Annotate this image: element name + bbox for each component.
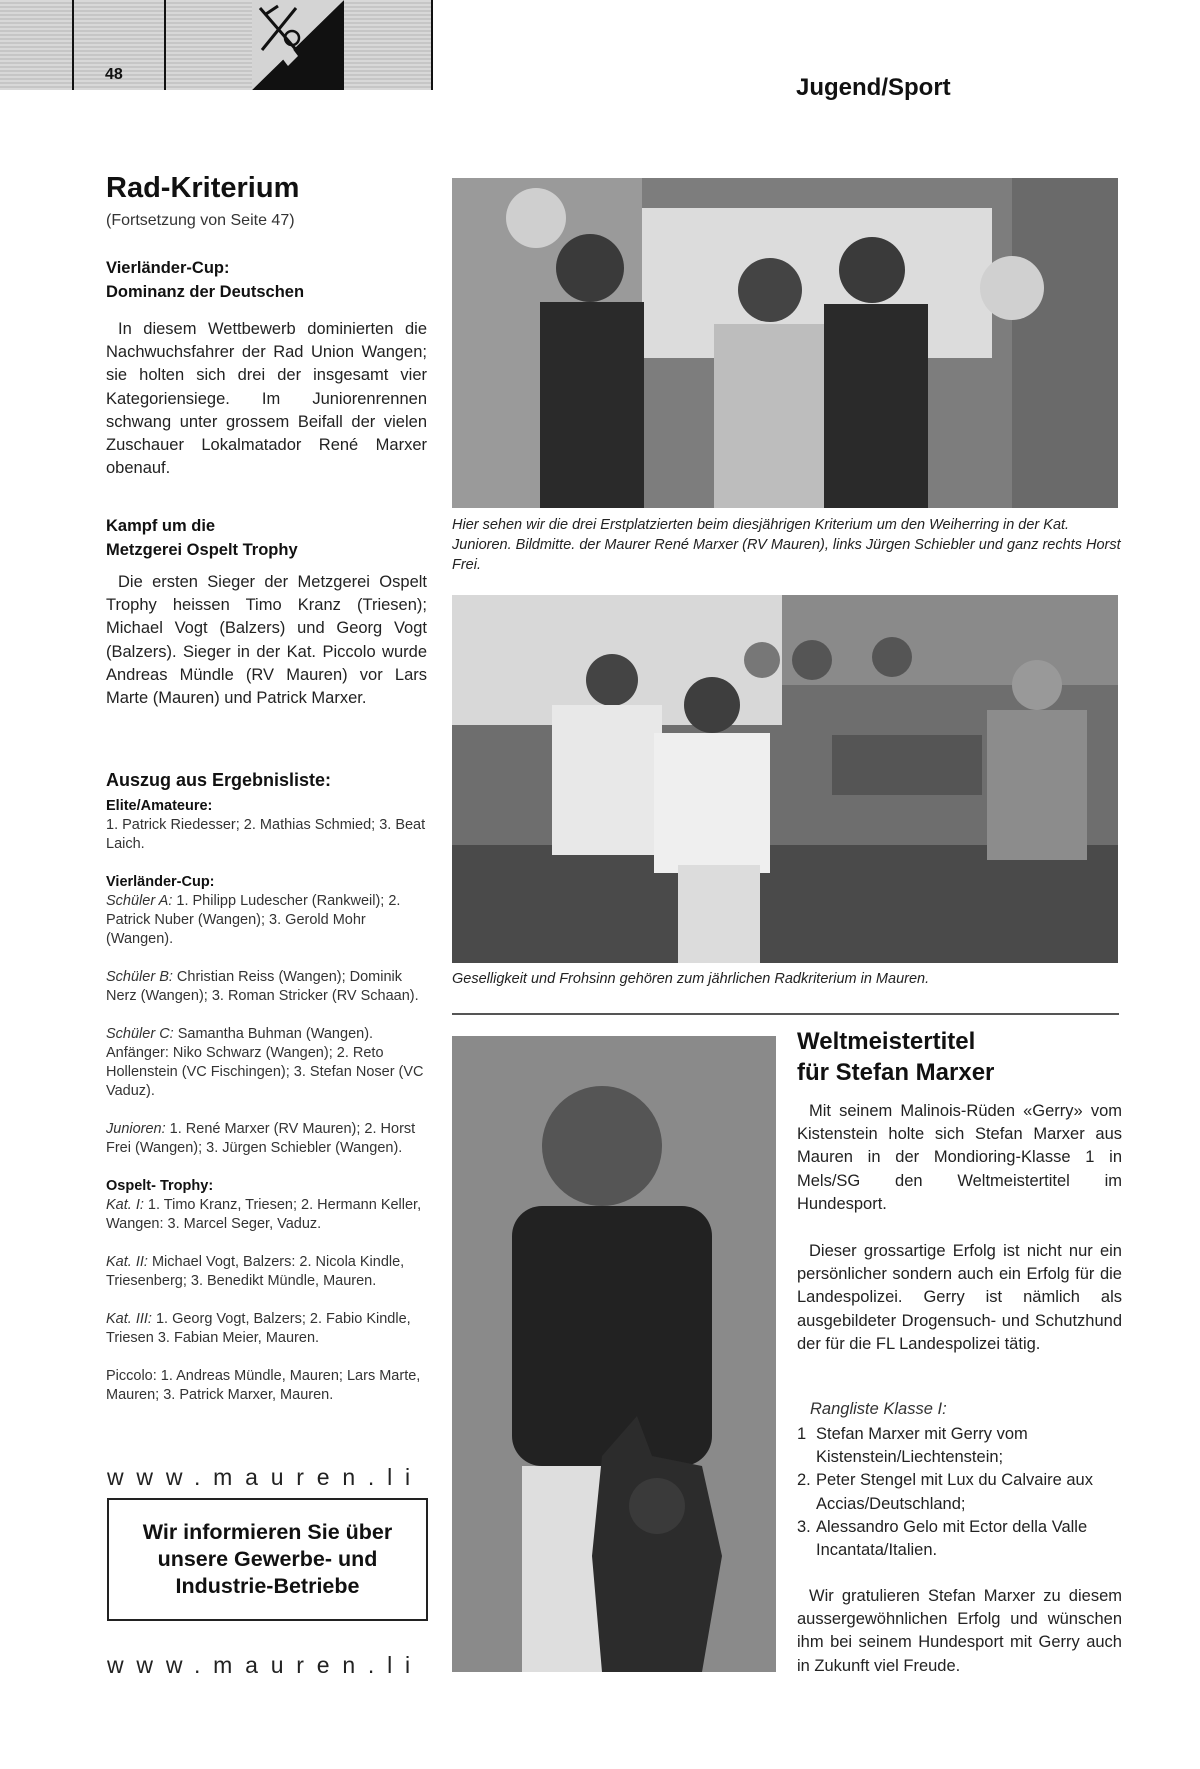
results-title: Auszug aus Ergebnisliste:	[106, 770, 332, 790]
results-list	[106, 770, 428, 1405]
results-entry: Schüler A: 1. Philipp Ludescher (Rankweil); 2. Patrick Nuber (Wangen); 3. Gerold Mohr (Wangen).	[106, 893, 401, 947]
ad-box	[107, 1498, 428, 1621]
vierlaender-heading: Vierländer-Cup: Dominanz der Deutschen	[106, 259, 305, 301]
results-subheading: Ospelt- Trophy:	[106, 1178, 214, 1194]
header-divider	[431, 0, 433, 90]
vierlaender-paragraph: In diesem Wettbewerb dominierten die Nachwuchsfahrer der Rad Union Wangen; sie holten sich drei der insgesamt vier Kategoriensiege. Im Juniorenrennen schwang unter grossem Beifall der vielen Zuschauer Lokalmatador René Marxer obenauf.	[106, 320, 427, 478]
article-title: Rad-Kriterium	[106, 172, 300, 204]
results-subheading: Elite/Amateure:	[106, 798, 213, 814]
ranking-heading: Rangliste Klasse I:	[810, 1400, 947, 1418]
social-caption: Geselligkeit und Frohsinn gehören zum jährlichen Radkriterium in Mauren.	[452, 971, 930, 987]
results-entry: Kat. III: 1. Georg Vogt, Balzers; 2. Fabio Kindle, Triesen 3. Fabian Meier, Mauren.	[106, 1311, 411, 1346]
header-divider	[164, 0, 166, 90]
results-entry: 1. Patrick Riedesser; 2. Mathias Schmied; 3. Beat Laich.	[106, 817, 426, 852]
results-entry: Junioren: 1. René Marxer (RV Mauren); 2. Horst Frei (Wangen); 3. Jürgen Schiebler (Wangen).	[106, 1121, 416, 1156]
continuation-note: (Fortsetzung von Seite 47)	[106, 212, 295, 229]
crossed-sword-crest-icon	[252, 0, 344, 90]
trophy-paragraph: Die ersten Sieger der Metzgerei Ospelt Trophy heissen Timo Kranz (Triesen); Michael Vogt (Balzers) und Georg Vogt (Balzers). Sieger in der Kat. Piccolo wurde Andreas Mündle (RV Mauren) vor Lars Marte (Mauren) und Patrick Marxer.	[106, 573, 427, 708]
header-band	[0, 0, 433, 90]
ad-text: Wir informieren Sie über unsere Gewerbe- und Industrie-Betriebe	[142, 1520, 393, 1598]
weltmeister-paragraph: Dieser grossartige Erfolg ist nicht nur ein persönlicher sondern auch ein Erfolg für die Landespolizei. Gerry ist nämlich als ausgebildeter Drogensuch- und Schutzhund der für die FL Landespolizei tätig.	[797, 1242, 1122, 1353]
results-entry: Schüler B: Christian Reiss (Wangen); Dominik Nerz (Wangen); 3. Roman Stricker (RV Schaan).	[106, 969, 419, 1004]
ranking-item: 3. Alessandro Gelo mit Ector della Valle Incantata/Italien.	[797, 1517, 1088, 1560]
ranking-item: 1 Stefan Marxer mit Gerry vom Kistenstein/Liechtenstein;	[797, 1425, 1028, 1467]
trophy-heading: Kampf um die Metzgerei Ospelt Trophy	[106, 517, 298, 559]
weltmeister-paragraph: Mit seinem Malinois-Rüden «Gerry» vom Kistenstein holte sich Stefan Marxer aus Mauren in der Mondioring-Klasse 1 in Mels/SG den Weltmeistertitel im Hundesport.	[797, 1102, 1122, 1213]
weltmeister-paragraph: Wir gratulieren Stefan Marxer zu diesem aussergewöhnlichen Erfolg und wünschen ihm bei seinem Hundesport mit Gerry auch in Zukunft viel Freude.	[797, 1587, 1122, 1675]
results-entry: Piccolo: 1. Andreas Mündle, Mauren; Lars Marte, Mauren; 3. Patrick Marxer, Mauren.	[106, 1368, 421, 1403]
results-entry: Schüler C: Samantha Buhman (Wangen). Anfänger: Niko Schwarz (Wangen); 2. Reto Hollenstein (VC Fischingen); 3. Stefan Noser (VC Vaduz).	[106, 1026, 424, 1099]
dog-handler-photo	[452, 1036, 776, 1672]
social-photo	[452, 595, 1118, 963]
section-title: Jugend/Sport	[796, 74, 951, 101]
header-divider	[72, 0, 74, 90]
divider	[452, 1013, 1119, 1015]
ranking-item: 2. Peter Stengel mit Lux du Calvaire aux Accias/Deutschland;	[797, 1471, 1093, 1513]
ranking-list	[797, 1423, 1122, 1562]
weltmeister-title: Weltmeistertitel für Stefan Marxer	[797, 1028, 995, 1086]
page-number: 48	[105, 66, 123, 83]
podium-caption: Hier sehen wir die drei Erstplatzierten beim diesjährigen Kriterium um den Weiherring in der Kat. Junioren. Bildmitte. der Maurer René Marxer (RV Mauren), links Jürgen Schiebler und ganz rechts Horst Frei.	[452, 517, 1121, 573]
results-subheading: Vierländer-Cup:	[106, 874, 215, 890]
website-link[interactable]: www.mauren.li	[107, 1652, 423, 1678]
results-entry: Kat. I: 1. Timo Kranz, Triesen; 2. Hermann Keller, Wangen: 3. Marcel Seger, Vaduz.	[106, 1197, 422, 1232]
results-entry: Kat. II: Michael Vogt, Balzers: 2. Nicola Kindle, Triesenberg; 3. Benedikt Mündle, Mauren.	[106, 1254, 405, 1289]
podium-photo	[452, 178, 1118, 508]
website-link[interactable]: www.mauren.li	[107, 1464, 423, 1490]
